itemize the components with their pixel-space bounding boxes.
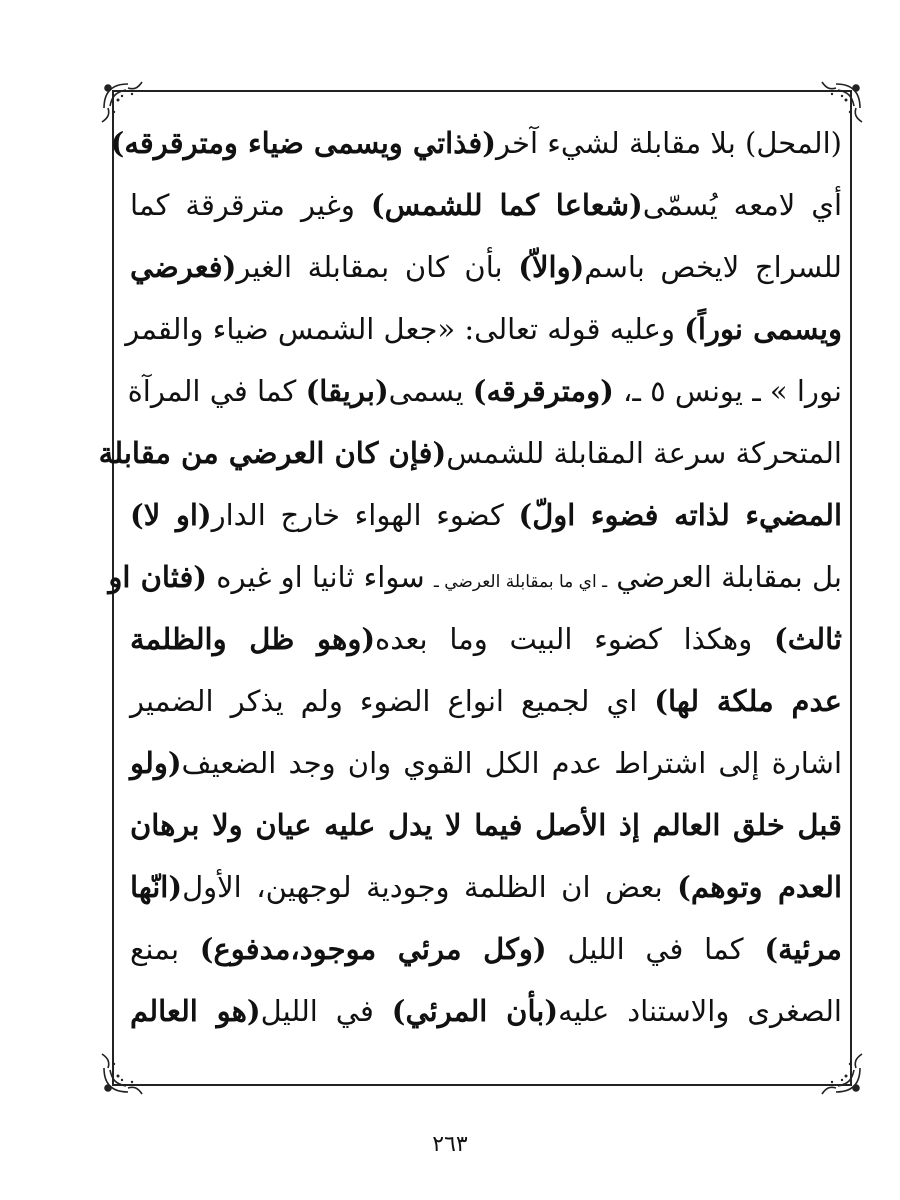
corner-ornament-icon (808, 1040, 866, 1098)
text-segment: أي لامعه يُسمّى (642, 188, 843, 222)
text-segment: (انّها (130, 870, 183, 904)
text-segment: وغير مترقرقة كما (130, 188, 371, 222)
text-segment: اي لجميع انواع الضوء ولم يذكر الضمير (130, 684, 655, 718)
text-segment: قبل خلق العالم إذ الأصل فيما لا يدل عليه عيان ولا برهان (130, 808, 842, 842)
text-segment: (فعرضي (130, 250, 237, 284)
text-segment: (والاّ) (518, 250, 585, 284)
text-segment: (ولو (130, 746, 182, 780)
text-segment: (بأن المرئي) (391, 994, 559, 1028)
text-segment: بعض ان الظلمة وجودية لوجهين، الأول (182, 870, 678, 904)
text-line (108, 546, 842, 608)
text-line (130, 980, 842, 1042)
text-segment: مدفوع) (199, 932, 291, 966)
body-text (98, 112, 843, 1042)
text-segment: (وهو ظل والظلمة (130, 622, 376, 656)
text-line (130, 794, 842, 856)
text-line (130, 484, 842, 546)
text-segment: (وكل مرئي موجود، (290, 932, 547, 966)
text-segment: يسمى (388, 374, 473, 408)
text-segment: سواء ثانيا او غيره (207, 560, 434, 594)
text-segment: بمنع (130, 932, 200, 966)
text-segment: (فذاتي ويسمى ضياء ومترقرقه) (110, 126, 497, 160)
text-line (110, 112, 842, 174)
text-line (130, 236, 842, 298)
text-segment: الصغرى والاستناد عليه (558, 994, 842, 1028)
text-segment: في الليل (260, 994, 392, 1028)
page-number: ٢٦٣ (432, 1132, 468, 1157)
text-segment: (فإن كان العرضي من مقابلة (98, 436, 447, 470)
text-line (127, 360, 842, 422)
text-segment: كما في المرآة (127, 374, 306, 408)
text-segment: وهكذا كضوء البيت وما بعده (375, 622, 775, 656)
corner-ornament-icon (98, 1040, 156, 1098)
text-segment: (فثان او (108, 560, 208, 594)
text-segment: بل بمقابلة العرضي (607, 560, 842, 594)
text-segment: ـ اي ما بمقابلة العرضي ـ (433, 572, 608, 592)
text-line (130, 856, 842, 918)
text-segment: (شعاعا كما للشمس) (370, 188, 643, 222)
text-line (130, 670, 842, 732)
text-segment: كما في الليل (546, 932, 765, 966)
text-segment: كضوء الهواء خارج الدار (211, 498, 519, 532)
text-segment: للسراج لايخص باسم (584, 250, 843, 284)
text-segment: (هو العالم (130, 994, 261, 1028)
text-segment: عدم ملكة لها) (654, 684, 842, 718)
text-segment: بأن كان بمقابلة الغير (236, 250, 519, 284)
text-segment: ثالث) (774, 622, 842, 656)
text-segment: (او لا) (130, 498, 212, 532)
text-line (130, 732, 842, 794)
text-segment: نورا » ـ يونس ٥ ـ، (613, 374, 842, 408)
text-line (130, 174, 842, 236)
text-line (130, 608, 842, 670)
text-segment: اشارة إلى اشتراط عدم الكل القوي وان وجد الضعيف (181, 746, 842, 780)
text-line (125, 298, 842, 360)
text-segment: المتحركة سرعة المقابلة للشمس (446, 436, 842, 470)
text-segment: المضيء لذاته فضوء اولّ) (518, 498, 843, 532)
text-line (130, 918, 842, 980)
text-segment: العدم وتوهم) (677, 870, 843, 904)
text-segment: مرئية) (764, 932, 842, 966)
text-segment: ويسمى نوراً) (684, 312, 842, 346)
text-segment: وعليه قوله تعالى: «جعل الشمس ضياء والقمر (125, 312, 685, 346)
text-segment: (المحل) بلا مقابلة لشيء آخر (496, 126, 842, 160)
text-line (98, 422, 842, 484)
text-segment: (ومترقرقه) (472, 374, 614, 408)
text-segment: (بريقا) (305, 374, 389, 408)
